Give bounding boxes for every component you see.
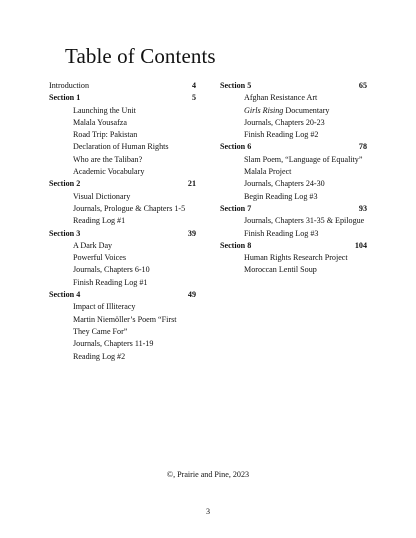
toc-section-heading <box>49 178 199 190</box>
copyright-notice: ©, Prairie and Pine, 2023 <box>166 470 250 479</box>
toc-entry-title: Malala Yousafza <box>73 117 127 127</box>
toc-entry-title: Documentary <box>283 105 330 115</box>
toc-entry-title: Powerful Voices <box>73 253 126 263</box>
toc-entry-title: Impact of Illiteracy <box>73 302 136 312</box>
toc-section-heading <box>49 289 199 301</box>
toc-section-heading <box>49 92 199 104</box>
toc-subentry <box>49 301 199 313</box>
toc-right-column <box>220 80 370 277</box>
toc-entry-title: Declaration of Human Rights <box>73 142 169 152</box>
toc-entry-title: Who are the Taliban? <box>73 154 143 164</box>
toc-entry-title: Begin Reading Log #3 <box>244 191 318 201</box>
toc-entry-title: Section 8 <box>220 240 252 250</box>
toc-subentry <box>220 264 370 276</box>
toc-entry-title: Journals, Chapters 11-19 <box>73 339 154 349</box>
toc-entry-title: Human Rights Research Project <box>244 253 348 263</box>
toc-page-number: 5 <box>191 93 196 103</box>
toc-entry-title: They Came For” <box>73 326 128 336</box>
toc-entry-title: Journals, Chapters 31-35 & Epilogue <box>244 216 365 226</box>
toc-subentry <box>49 141 199 153</box>
toc-subentry <box>49 191 199 203</box>
page-title: Table of Contents <box>65 44 216 68</box>
toc-subentry <box>49 264 199 276</box>
toc-entry-title: Launching the Unit <box>73 105 136 115</box>
toc-subentry <box>220 105 370 117</box>
toc-entry-title-italic: Girls Rising <box>244 105 284 115</box>
toc-subentry <box>49 154 199 166</box>
toc-subentry <box>220 166 370 178</box>
toc-subentry <box>220 252 370 264</box>
toc-subentry <box>49 129 199 141</box>
toc-subentry <box>49 203 199 215</box>
toc-entry-title: Reading Log #2 <box>73 351 126 361</box>
toc-entry-title: Introduction <box>49 81 90 90</box>
toc-page-number: 93 <box>358 203 367 213</box>
toc-subentry <box>49 166 199 178</box>
toc-subentry <box>49 351 199 363</box>
toc-entry-title: Visual Dictionary <box>73 191 131 201</box>
toc-entry-title: Section 6 <box>220 142 252 152</box>
toc-entry <box>49 80 199 92</box>
toc-page-number: 39 <box>187 228 196 238</box>
toc-entry-title: A Dark Day <box>73 240 113 250</box>
toc-subentry <box>220 178 370 190</box>
toc-subentry <box>220 92 370 104</box>
toc-subentry <box>49 326 199 338</box>
toc-left-column <box>49 80 199 363</box>
toc-entry-title: Martin Niemöller’s Poem “First <box>73 314 177 324</box>
toc-subentry <box>49 240 199 252</box>
toc-subentry <box>220 191 370 203</box>
toc-entry-title: Academic Vocabulary <box>73 167 145 177</box>
toc-subentry <box>220 215 370 227</box>
toc-entry-title: Reading Log #1 <box>73 216 126 226</box>
toc-page-number: 104 <box>354 240 367 250</box>
toc-subentry <box>49 277 199 289</box>
toc-entry-title: Section 4 <box>49 290 81 300</box>
toc-subentry <box>220 117 370 129</box>
toc-subentry <box>220 154 370 166</box>
toc-page-number: 4 <box>191 81 196 90</box>
toc-entry-title: Afghan Resistance Art <box>244 93 318 103</box>
toc-entry-title: Road Trip: Pakistan <box>73 130 138 140</box>
toc-page-number: 65 <box>358 81 367 90</box>
toc-entry-title: Section 7 <box>220 203 252 213</box>
toc-entry-title: Journals, Chapters 6-10 <box>73 265 150 275</box>
toc-entry-title: Section 3 <box>49 228 81 238</box>
toc-subentry <box>49 105 199 117</box>
toc-entry-title: Finish Reading Log #2 <box>244 130 319 140</box>
toc-section-heading <box>220 80 370 92</box>
toc-entry-title: Journals, Prologue & Chapters 1-5 <box>73 203 186 213</box>
toc-subentry <box>49 252 199 264</box>
toc-entry-title: Moroccan Lentil Soup <box>244 265 317 275</box>
toc-entry-title: Journals, Chapters 20-23 <box>244 117 325 127</box>
page-number: 3 <box>205 507 211 516</box>
toc-page-number: 49 <box>187 290 196 300</box>
toc-entry-title: Section 1 <box>49 93 81 103</box>
toc-page-number: 21 <box>187 179 196 189</box>
toc-section-heading <box>220 141 370 153</box>
toc-subentry <box>49 215 199 227</box>
toc-entry-title: Journals, Chapters 24-30 <box>244 179 325 189</box>
toc-entry-title: Finish Reading Log #1 <box>73 277 148 287</box>
toc-section-heading <box>220 203 370 215</box>
toc-subentry <box>220 228 370 240</box>
toc-entry-title: Slam Poem, “Language of Equality” <box>244 154 363 164</box>
toc-page-number: 78 <box>358 142 367 152</box>
toc-subentry <box>49 314 199 326</box>
toc-entry-title: Section 2 <box>49 179 81 189</box>
toc-section-heading <box>220 240 370 252</box>
toc-subentry <box>49 338 199 350</box>
toc-entry-title: Section 5 <box>220 81 252 90</box>
toc-subentry <box>49 117 199 129</box>
toc-entry-title: Finish Reading Log #3 <box>244 228 319 238</box>
toc-entry-title: Malala Project <box>244 167 292 177</box>
toc-section-heading <box>49 228 199 240</box>
toc-subentry <box>220 129 370 141</box>
